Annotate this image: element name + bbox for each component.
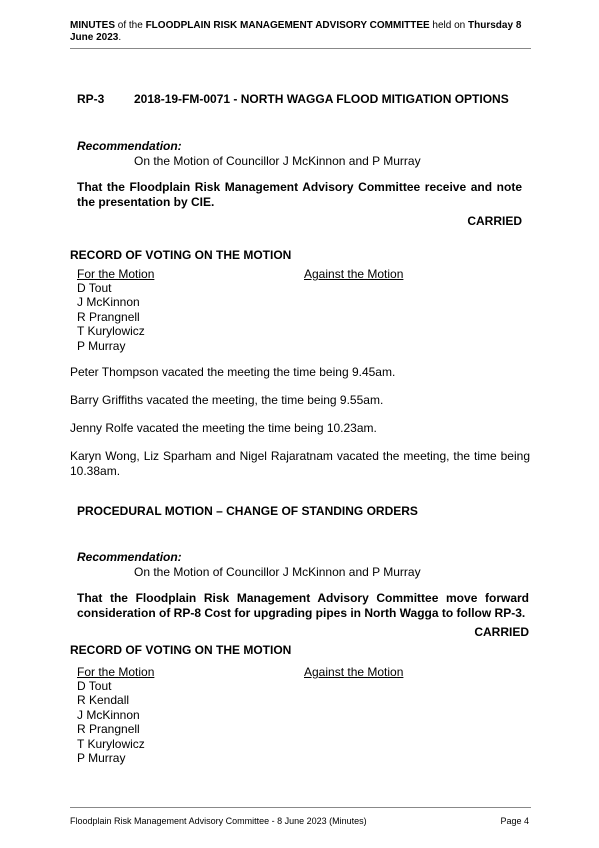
voter-name: J McKinnon: [77, 707, 140, 722]
header-date: Thursday 8 June 2023: [70, 20, 522, 43]
header-committee: FLOODPLAIN RISK MANAGEMENT ADVISORY COMMITTEE: [145, 20, 430, 31]
header-period: .: [118, 32, 122, 43]
voter-name: P Murray: [77, 338, 126, 353]
voting-heading: RECORD OF VOTING ON THE MOTION: [70, 248, 292, 262]
item-number: RP-3: [77, 92, 105, 106]
motion-text: On the Motion of Councillor J McKinnon and P Murray: [134, 154, 421, 168]
motion-text: On the Motion of Councillor J McKinnon and P Murray: [134, 565, 421, 579]
note-paragraph: Barry Griffiths vacated the meeting, the time being 9.55am.: [70, 393, 384, 407]
against-motion-label: Against the Motion: [304, 267, 404, 281]
against-motion-label: Against the Motion: [304, 665, 404, 679]
carried-label: CARRIED: [474, 625, 529, 639]
voter-name: D Tout: [77, 281, 112, 295]
for-motion-list: [77, 679, 145, 765]
procedural-heading: PROCEDURAL MOTION – CHANGE OF STANDING ORDERS: [77, 504, 418, 518]
voter-name: J McKinnon: [77, 295, 140, 310]
voter-name: T Kurylowicz: [77, 736, 145, 751]
note-paragraph: Jenny Rolfe vacated the meeting the time being 10.23am.: [70, 421, 377, 435]
header-of-the: of the: [115, 20, 146, 31]
for-motion-label: For the Motion: [77, 267, 155, 281]
header-minutes: MINUTES: [70, 20, 115, 31]
page-number: Page 4: [500, 816, 529, 826]
voter-name: R Prangnell: [77, 722, 140, 737]
note-paragraph: Peter Thompson vacated the meeting the time being 9.45am.: [70, 365, 396, 379]
footer-divider: [70, 807, 531, 808]
page-header: [70, 20, 531, 44]
note-paragraph: Karyn Wong, Liz Sparham and Nigel Rajaratnam vacated the meeting, the time being 10.38am.: [70, 449, 530, 478]
voter-name: T Kurylowicz: [77, 324, 145, 339]
footer-title: Floodplain Risk Management Advisory Committee - 8 June 2023 (Minutes): [70, 816, 367, 826]
header-held-on: held on: [429, 20, 469, 31]
resolution-text: That the Floodplain Risk Management Advisory Committee move forward consideration of RP-8 Cost for upgrading pipes in North Wagga to follow RP-3.: [77, 591, 529, 620]
for-motion-list: [77, 281, 145, 353]
header-divider: [70, 48, 531, 49]
for-motion-label: For the Motion: [77, 665, 155, 679]
carried-label: CARRIED: [467, 214, 522, 228]
voter-name: R Prangnell: [77, 309, 140, 324]
recommendation-label: Recommendation:: [77, 139, 182, 153]
item-title: 2018-19-FM-0071 - NORTH WAGGA FLOOD MITIGATION OPTIONS: [134, 92, 509, 106]
recommendation-label: Recommendation:: [77, 550, 182, 564]
voting-heading: RECORD OF VOTING ON THE MOTION: [70, 643, 292, 657]
resolution-text: That the Floodplain Risk Management Advisory Committee receive and note the presentation by CIE.: [77, 180, 522, 209]
voter-name: D Tout: [77, 679, 112, 693]
voter-name: R Kendall: [77, 693, 130, 708]
voter-name: P Murray: [77, 751, 126, 766]
